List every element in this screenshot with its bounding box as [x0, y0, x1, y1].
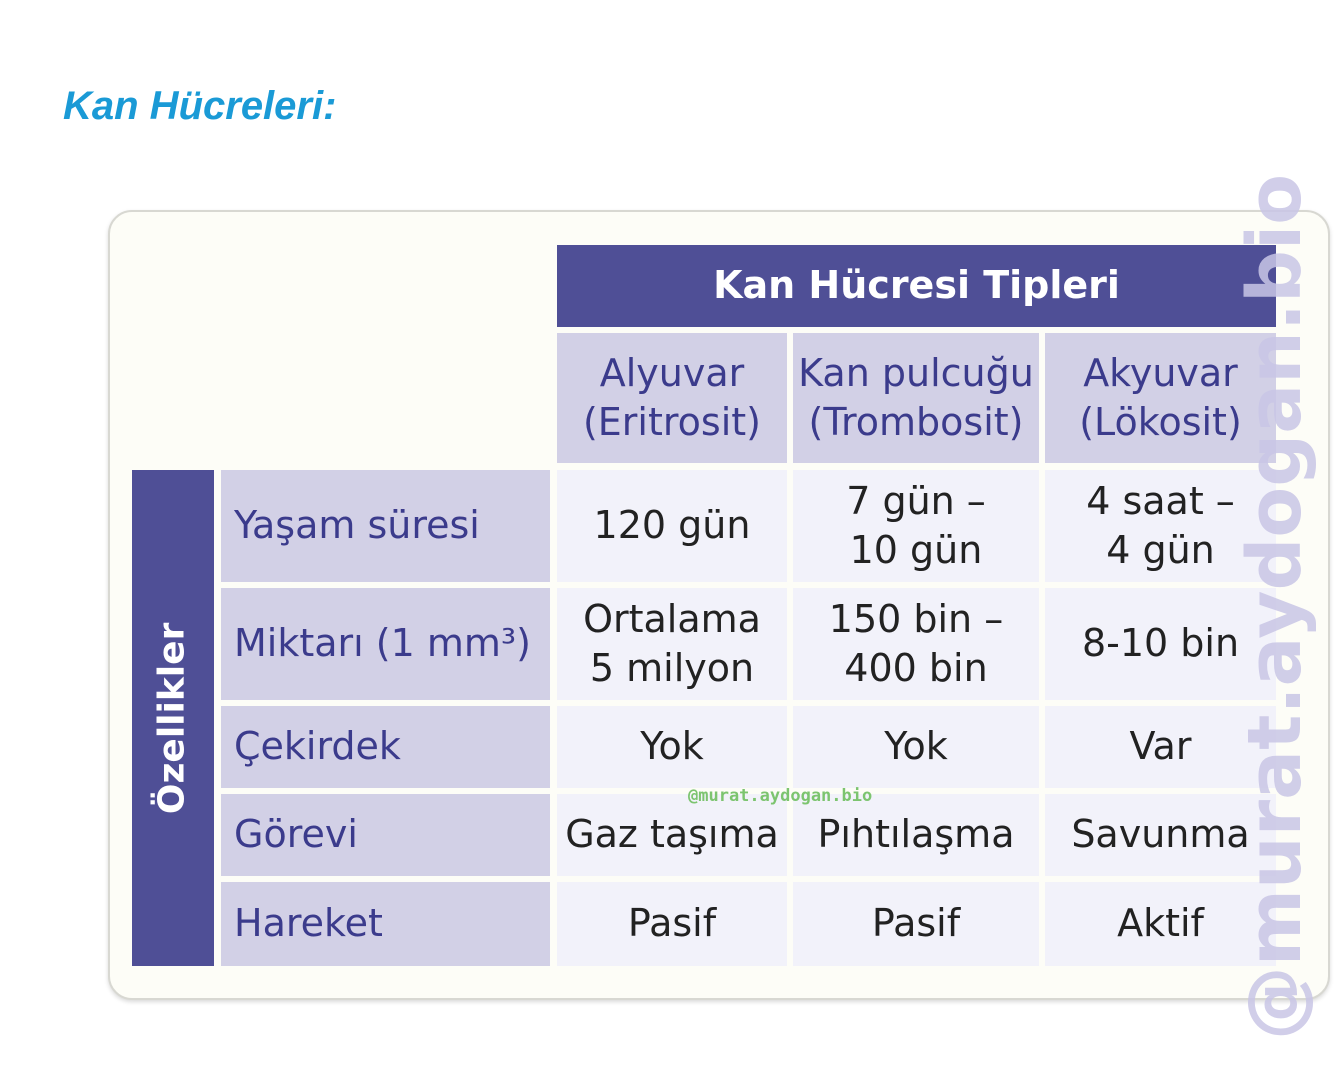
- column-header-line: Akyuvar: [1083, 350, 1238, 395]
- cell-line: 150 bin –: [828, 596, 1004, 641]
- table-cell: [793, 470, 1039, 582]
- table-cell: [793, 794, 1039, 876]
- row-header: Çekirdek: [221, 706, 550, 788]
- cell-line: 7 gün –: [846, 478, 986, 523]
- watermark: @murat.aydogan.bio: [1232, 173, 1318, 1041]
- table-cell: [557, 588, 787, 700]
- table-cell: [557, 882, 787, 966]
- column-header: [557, 333, 787, 463]
- side-header: [132, 470, 214, 966]
- row-header: Hareket: [221, 882, 550, 966]
- table-cell: [557, 706, 787, 788]
- page-title: Kan Hücreleri:: [63, 84, 337, 128]
- cell-line: Gaz taşıma: [565, 812, 779, 857]
- column-header-line: (Trombosit): [808, 400, 1024, 444]
- cell-line: 4 saat –: [1086, 478, 1235, 523]
- cell-line: Var: [1129, 724, 1192, 769]
- group-header: Kan Hücresi Tipleri: [557, 245, 1276, 327]
- column-header-line: (Eritrosit): [582, 400, 762, 444]
- cell-line: Yok: [884, 724, 948, 769]
- table-cell: [557, 470, 787, 582]
- table-cell: [793, 882, 1039, 966]
- column-header-line: (Lökosit): [1079, 400, 1242, 444]
- table-cell: [793, 588, 1039, 700]
- row-header: Yaşam süresi: [221, 470, 550, 582]
- side-header-label: Özellikler: [151, 622, 193, 814]
- column-header-line: Kan pulcuğu: [798, 350, 1034, 395]
- cell-line: Aktif: [1117, 901, 1204, 946]
- column-header-line: Alyuvar: [599, 350, 745, 395]
- cell-line: 400 bin: [844, 646, 988, 690]
- row-header: Görevi: [221, 794, 550, 876]
- cell-line: Pasif: [627, 901, 717, 946]
- table-cell: [793, 706, 1039, 788]
- cell-line: Pıhtılaşma: [817, 812, 1015, 857]
- cell-line: 120 gün: [593, 503, 751, 548]
- watermark-small: @murat.aydogan.bio: [688, 786, 873, 806]
- cell-line: 5 milyon: [589, 646, 755, 690]
- column-header: [793, 333, 1039, 463]
- cell-line: 8-10 bin: [1081, 621, 1240, 666]
- cell-line: 10 gün: [849, 528, 983, 572]
- table-cell: [557, 794, 787, 876]
- cell-line: Yok: [640, 724, 704, 769]
- cell-line: Ortalama: [583, 596, 761, 641]
- cell-line: Savunma: [1071, 812, 1250, 857]
- row-header: Miktarı (1 mm³): [221, 588, 550, 700]
- cell-line: Pasif: [871, 901, 961, 946]
- cell-line: 4 gün: [1106, 528, 1215, 572]
